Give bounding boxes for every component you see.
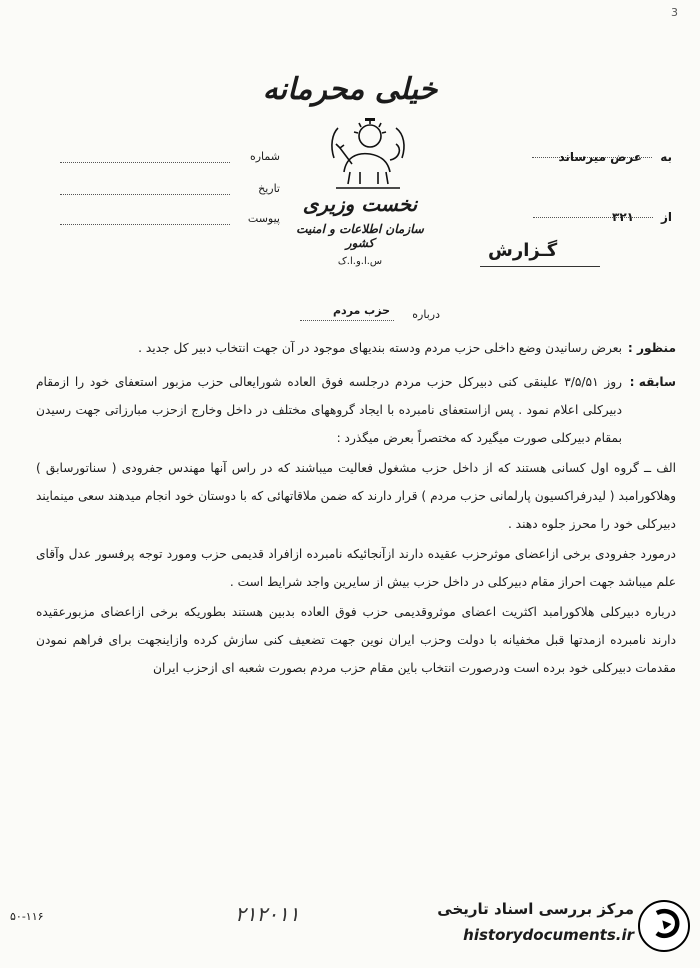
org-code: س.ا.و.ا.ک bbox=[337, 256, 383, 267]
watermark bbox=[400, 898, 690, 956]
subject-label: درباره bbox=[412, 308, 440, 321]
handwritten-number: ۲۱۲۰۱۱ bbox=[235, 902, 300, 926]
background-paragraph bbox=[36, 368, 676, 452]
subject-line bbox=[300, 320, 394, 321]
jafroudi-text: درمورد جفرودی برخی ازاعضای موثرحزب عقیده دارند ازآنجائیکه نامبرده ازافراد قدیمی حزب ومورد توجه پرفسور عدل وآقای علم میباشد جهت احراز مقام دبیرکلی در داخل حزب بیش از سایرین واجد شرایط است . bbox=[36, 547, 676, 589]
group-one-text: الف ــ گروه اول کسانی هستند که از داخل حزب مشغول فعالیت میباشند که در راس آنها مهندس جفرودی ( سناتورسابق ) وهلاکورامبد ( لیدرفراکسیون پارلمانی حزب مردم ) قرار دارند که ضمن ملاقاتهائی که با دوستان خود انجام میدهند سعی مینمایند دبیرکلی خود را محرز جلوه دهند . bbox=[36, 461, 676, 531]
subject-value: حزب مردم bbox=[332, 304, 390, 317]
background-text: روز ۳/۵/۵۱ علینقی کنی دبیرکل حزب مردم درجلسه فوق العاده شورایعالی حزب مزبور استعفای خود را ازمقام دبیرکلی اعلام نمود . پس ازاستعفای نامبرده با ایجاد گروههای مختلف در داخل وخارج ازحزب مبارزاتی جهت رسیدن بمقام دبیرکلی صورت میگیرد که مختصراً بعرض میگذرد : bbox=[36, 375, 622, 445]
purpose-text: بعرض رسانیدن وضع داخلی حزب مردم ودسته بندیهای موجود در آن جهت انتخاب دبیر کل جدید . bbox=[138, 341, 622, 355]
attachment-line bbox=[60, 224, 230, 225]
report-title: گـزارش bbox=[488, 240, 558, 261]
organization-header bbox=[280, 192, 440, 267]
lion-and-sun-emblem-icon bbox=[326, 118, 410, 194]
attachment-label: پیوست bbox=[247, 212, 280, 225]
org-name: سازمان اطلاعات و امنیت کشور bbox=[296, 222, 424, 250]
from-value: ۳۲۱ bbox=[612, 210, 634, 224]
from-line bbox=[533, 217, 653, 218]
purpose-label: منظور : bbox=[627, 341, 676, 355]
number-line bbox=[60, 162, 230, 163]
org-title: نخست وزیری bbox=[302, 192, 418, 216]
corner-mark: 3 bbox=[671, 6, 678, 19]
date-label: تاریخ bbox=[258, 182, 280, 195]
classification-stamp: خیلی محرمانه bbox=[262, 72, 438, 107]
number-field bbox=[60, 150, 280, 170]
number-label: شماره bbox=[249, 150, 280, 163]
ramband-paragraph bbox=[36, 598, 676, 682]
background-label: سابقه : bbox=[629, 375, 676, 389]
date-field bbox=[60, 182, 280, 202]
watermark-org-name: مرکز بررسی اسناد تاریخی bbox=[437, 900, 634, 918]
to-value: عرض میرساند bbox=[558, 150, 642, 164]
ramband-text: درباره دبیرکلی هلاکورامبد اکثریت اعضای موثروقدیمی حزب فوق العاده بدبین هستند بطوریکه برخی ازاعضای مزبورعقیده دارند نامبرده ازمدتها قبل مخفیانه با دولت وحزب ایران نوین جهت تضعیف کنی سازش کرده وازاینجهت برای فراهم نمودن مقدمات دبیرکلی خود برده است ودرصورت انتخاب باین مقام حزب مردم بصورت شعبه ای ازحزب ایران bbox=[36, 605, 676, 675]
document-body bbox=[36, 334, 676, 682]
to-field bbox=[532, 150, 672, 164]
from-field bbox=[533, 210, 672, 224]
attachment-field bbox=[60, 212, 280, 232]
purpose-paragraph bbox=[36, 334, 676, 362]
bottom-reference-number: ۵۰-۱۱۶ bbox=[10, 910, 44, 923]
to-label: به bbox=[660, 150, 672, 164]
from-label: از bbox=[660, 210, 672, 224]
date-line bbox=[60, 194, 230, 195]
jafroudi-paragraph bbox=[36, 540, 676, 596]
group-one-paragraph bbox=[36, 454, 676, 538]
archive-logo-icon bbox=[638, 900, 690, 952]
watermark-url: historydocuments.ir bbox=[463, 926, 634, 944]
report-title-underline bbox=[480, 266, 600, 267]
